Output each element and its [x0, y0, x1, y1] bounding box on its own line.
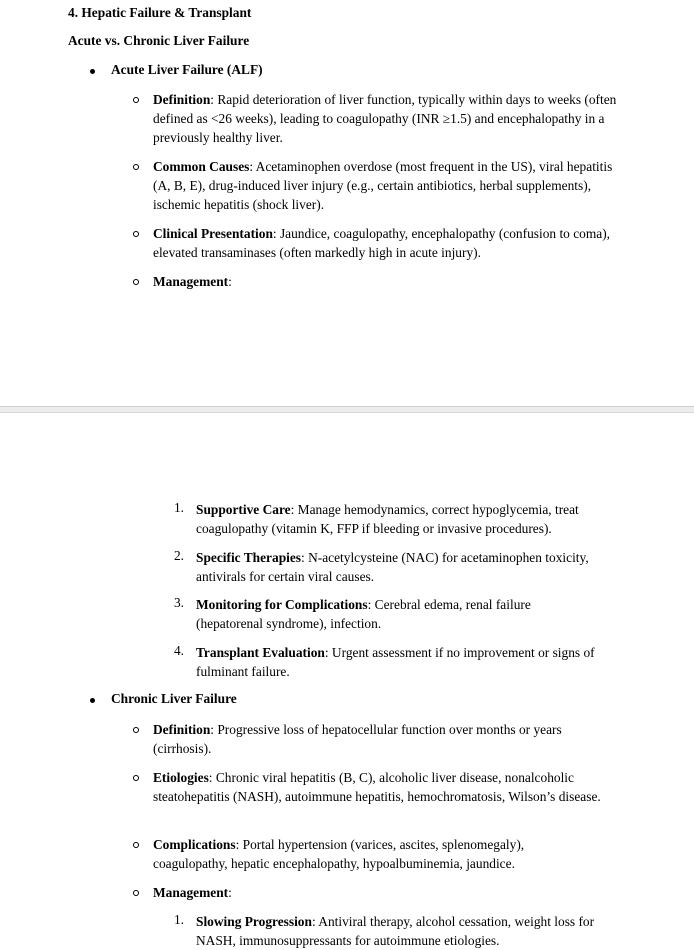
bullet-circle-icon — [133, 164, 139, 170]
chronic-definition: Definition: Progressive loss of hepatocellular function over months or years (cirrhosis). — [153, 722, 562, 756]
bullet-circle-icon — [133, 727, 139, 733]
specific-therapies: Specific Therapies: N-acetylcysteine (NAC) for acetaminophen toxicity, antivirals for certain viral causes. — [196, 550, 589, 584]
bullet-circle-icon — [133, 97, 139, 103]
bullet-circle-icon — [133, 775, 139, 781]
list-number: 4. — [173, 643, 184, 658]
chronic-etiologies: Etiologies: Chronic viral hepatitis (B, C), alcoholic liver disease, nonalcoholic steatohepatitis (NASH), autoimmune hepatitis, hemochromatosis, Wilson’s disease. — [153, 770, 601, 804]
list-number: 1. — [173, 912, 184, 927]
bullet-disc-icon — [90, 698, 95, 703]
acute-title: Acute Liver Failure (ALF) — [111, 62, 263, 77]
chronic-management: Management: — [153, 885, 232, 900]
transplant-evaluation: Transplant Evaluation: Urgent assessment if no improvement or signs of fulminant failure. — [196, 645, 595, 679]
bullet-circle-icon — [133, 279, 139, 285]
list-number: 1. — [173, 500, 184, 515]
chronic-complications: Complications: Portal hypertension (varices, ascites, splenomegaly), coagulopathy, hepatic encephalopathy, hypoalbuminemia, jaundice. — [153, 837, 525, 871]
page-separator — [0, 406, 694, 413]
supportive-care: Supportive Care: Manage hemodynamics, correct hypoglycemia, treat coagulopathy (vitamin K, FFP if bleeding or invasive procedures). — [196, 502, 579, 536]
monitoring-complications: Monitoring for Complications: Cerebral edema, renal failure (hepatorenal syndrome), infection. — [196, 597, 531, 631]
acute-presentation: Clinical Presentation: Jaundice, coagulopathy, encephalopathy (confusion to coma), elevated transaminases (often markedly high in acute injury). — [153, 226, 611, 260]
acute-management: Management: — [153, 274, 232, 289]
subsection-heading: Acute vs. Chronic Liver Failure — [68, 33, 250, 48]
acute-definition: Definition: Rapid deterioration of liver function, typically within days to weeks (often defined as <26 weeks), leading to coagulopathy (INR ≥1.5) and encephalopathy in a previously healthy liver. — [153, 92, 617, 145]
bullet-circle-icon — [133, 231, 139, 237]
list-number: 3. — [173, 595, 184, 610]
document-page-1 — [0, 0, 694, 406]
document-page-2 — [0, 413, 694, 948]
list-number: 2. — [173, 548, 184, 563]
bullet-disc-icon — [90, 69, 95, 74]
section-heading: 4. Hepatic Failure & Transplant — [68, 5, 252, 20]
acute-causes: Common Causes: Acetaminophen overdose (most frequent in the US), viral hepatitis (A, B, E), drug-induced liver injury (e.g., certain antibiotics, herbal supplements), ischemic hepatitis (shock liver). — [153, 159, 613, 212]
slowing-progression: Slowing Progression: Antiviral therapy, alcohol cessation, weight loss for NASH, immunosuppressants for autoimmune etiologies. — [196, 914, 595, 948]
bullet-circle-icon — [133, 890, 139, 896]
bullet-circle-icon — [133, 842, 139, 848]
chronic-title: Chronic Liver Failure — [111, 691, 237, 706]
